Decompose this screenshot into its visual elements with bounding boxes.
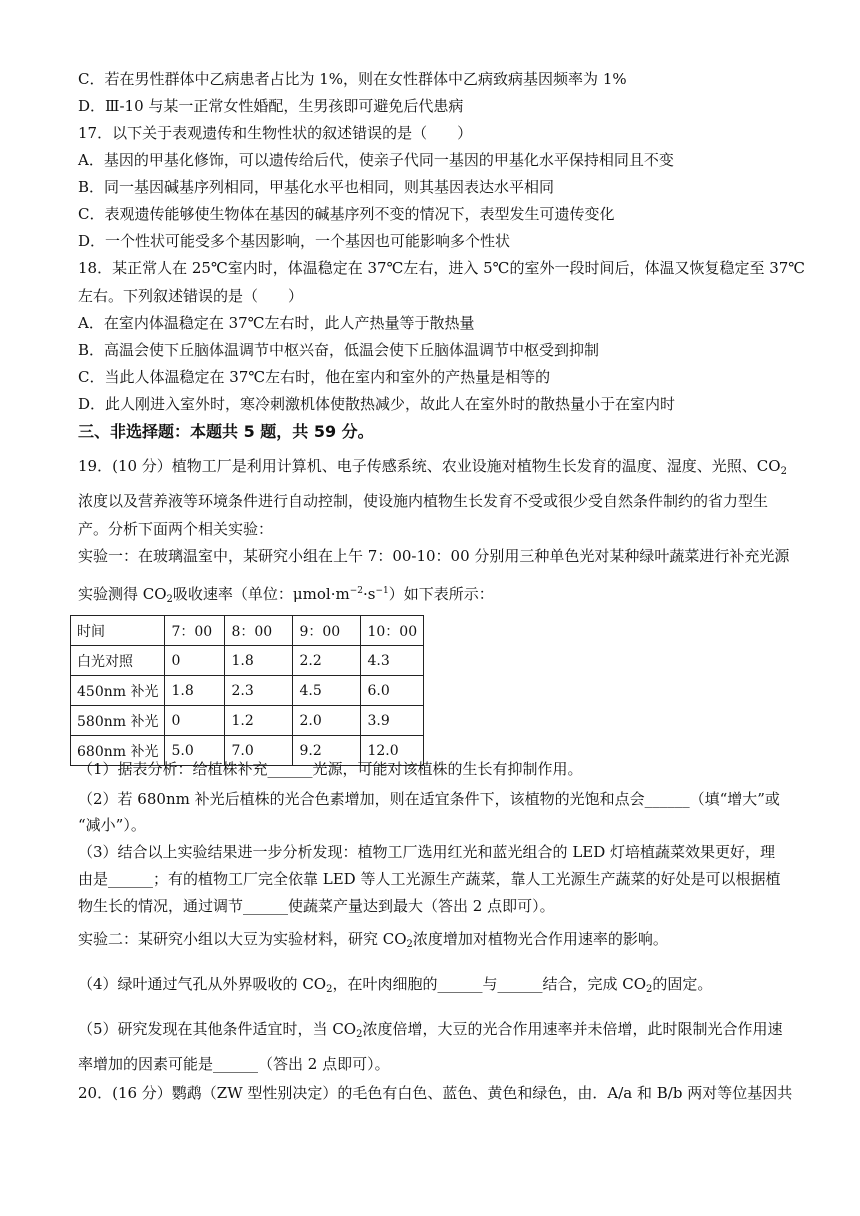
q17-stem: 17．以下关于表观遗传和生物性状的叙述错误的是（ ） (78, 124, 473, 142)
table-cell: 1.2 (225, 706, 293, 736)
table-cell: 450nm 补光 (71, 676, 165, 706)
exp1-sup-s: −1 (375, 586, 389, 596)
table-header-row (71, 616, 424, 646)
section-3-heading: 三、非选择题：本题共 5 题，共 59 分。 (78, 422, 374, 441)
table-header-cell: 时间 (71, 616, 165, 646)
table-cell: 2.3 (225, 676, 293, 706)
table-header-cell: 7：00 (165, 616, 225, 646)
exp1-text-b: 吸收速率（单位：μmol·m (172, 585, 350, 603)
q19-intro-line3: 产。分析下面两个相关实验： (78, 520, 274, 538)
table-cell: 9.2 (293, 736, 361, 766)
q18-option-a: A．在室内体温稳定在 37℃左右时，此人产热量等于散热量 (78, 314, 475, 332)
table-cell: 3.9 (361, 706, 424, 736)
table-cell: 4.5 (293, 676, 361, 706)
q19-part5-line2: 率增加的因素可能是______（答出 2 点即可）。 (78, 1055, 390, 1073)
q19-exp2 (78, 928, 668, 956)
q18-option-c: C．当此人体温稳定在 37℃左右时，他在室内和室外的产热量是相等的 (78, 368, 551, 386)
table-row (71, 706, 424, 736)
table-cell: 5.0 (165, 736, 225, 766)
q19-intro-line2: 浓度以及营养液等环境条件进行自动控制，使设施内植物生长发育不受或很少受自然条件制约的省力型生 (78, 492, 769, 510)
table-row (71, 646, 424, 676)
table-cell: 2.0 (293, 706, 361, 736)
q17-option-a: A．基因的甲基化修饰，可以遗传给后代，使亲子代同一基因的甲基化水平保持相同且不变 (78, 151, 674, 169)
table-cell: 0 (165, 706, 225, 736)
table-cell: 0 (165, 646, 225, 676)
p4-text-a: （4）绿叶通过气孔从外界吸收的 CO (78, 975, 327, 993)
q18-stem-line1: 18．某正常人在 25℃室内时，体温稳定在 37℃左右，进入 5℃的室外一段时间后，体温又恢复稳定至 37℃ (78, 259, 806, 277)
q19-part1: （1）据表分析：给植株补充______光源，可能对该植株的生长有抑制作用。 (78, 760, 583, 778)
p5-text-a: （5）研究发现在其他条件适宜时，当 CO (78, 1020, 357, 1038)
exp1-text-a: 实验测得 CO (78, 585, 167, 603)
exp2-text-b: 浓度增加对植物光合作用速率的影响。 (412, 930, 668, 948)
table-cell: 1.8 (165, 676, 225, 706)
co2-subscript: 2 (166, 594, 173, 605)
co2-subscript: 2 (406, 939, 413, 950)
q19-part5-line1 (78, 1018, 782, 1046)
exp1-text-c: ）如下表所示： (388, 585, 494, 603)
p4-text-c: 的固定。 (652, 975, 713, 993)
table-cell: 1.8 (225, 646, 293, 676)
table-cell: 12.0 (361, 736, 424, 766)
table-cell: 6.0 (361, 676, 424, 706)
table-header-cell: 8：00 (225, 616, 293, 646)
q20-stem: 20．(16 分）鹦鹉（ZW 型性别决定）的毛色有白色、蓝色、黄色和绿色，由．A/a 和 B/b 两对等位基因共 (78, 1084, 793, 1102)
q16-option-c: C．若在男性群体中乙病患者占比为 1%，则在女性群体中乙病致病基因频率为 1% (78, 70, 627, 88)
q17-option-b: B．同一基因碱基序列相同，甲基化水平也相同，则其基因表达水平相同 (78, 178, 555, 196)
q17-option-d: D．一个性状可能受多个基因影响，一个基因也可能影响多个性状 (78, 232, 511, 250)
table-cell: 580nm 补光 (71, 706, 165, 736)
table-cell: 680nm 补光 (71, 736, 165, 766)
q19-exp1-line1: 实验一：在玻璃温室中，某研究小组在上午 7：00-10：00 分别用三种单色光对某种绿叶蔬菜进行补充光源 (78, 547, 790, 565)
co2-subscript: 2 (326, 984, 333, 995)
exp1-text-dot: ·s (363, 585, 376, 603)
table-row (71, 676, 424, 706)
q19-exp1-line2 (78, 580, 494, 611)
q18-option-b: B．高温会使下丘脑体温调节中枢兴奋，低温会使下丘脑体温调节中枢受到抑制 (78, 341, 600, 359)
table-header-cell: 9：00 (293, 616, 361, 646)
q19-part2-line1: （2）若 680nm 补光后植株的光合色素增加，则在适宜条件下，该植物的光饱和点会______（填“增大”或 (78, 790, 780, 808)
co2-subscript: 2 (356, 1029, 363, 1040)
table-cell: 2.2 (293, 646, 361, 676)
q19-part3-line1: （3）结合以上实验结果进一步分析发现：植物工厂选用红光和蓝光组合的 LED 灯培植蔬菜效果更好，理 (78, 843, 776, 861)
table-cell: 白光对照 (71, 646, 165, 676)
co2-absorption-table (70, 615, 424, 766)
q17-option-c: C．表观遗传能够使生物体在基因的碱基序列不变的情况下，表型发生可遗传变化 (78, 205, 615, 223)
p4-text-b: ，在叶肉细胞的______与______结合，完成 CO (332, 975, 647, 993)
p5-text-b: 浓度倍增，大豆的光合作用速率并未倍增，此时限制光合作用速 (362, 1020, 783, 1038)
table-header-cell: 10：00 (361, 616, 424, 646)
exp2-text-a: 实验二：某研究小组以大豆为实验材料，研究 CO (78, 930, 407, 948)
table-cell: 7.0 (225, 736, 293, 766)
q19-intro-line1 (78, 455, 787, 483)
q19-intro-text: 19．(10 分）植物工厂是利用计算机、电子传感系统、农业设施对植物生长发育的温度、湿度、光照、CO (78, 457, 781, 475)
co2-subscript: 2 (646, 984, 653, 995)
q19-part3-line3: 物生长的情况，通过调节______使蔬菜产量达到最大（答出 2 点即可）。 (78, 897, 555, 915)
co2-subscript: 2 (780, 466, 787, 477)
q16-option-d: D．Ⅲ-10 与某一正常女性婚配，生男孩即可避免后代患病 (78, 97, 464, 115)
table-cell: 4.3 (361, 646, 424, 676)
q19-part2-line2: “减小”）。 (78, 816, 146, 834)
q18-stem-line2: 左右。下列叙述错误的是（ ） (78, 287, 304, 305)
exp1-sup-m: −2 (349, 586, 363, 596)
q19-part4 (78, 973, 712, 1001)
q19-part3-line2: 由是______；有的植物工厂完全依靠 LED 等人工光源生产蔬菜，靠人工光源生产蔬菜的好处是可以根据植 (78, 870, 781, 888)
q18-option-d: D．此人刚进入室外时，寒冷刺激机体使散热减少，故此人在室外时的散热量小于在室内时 (78, 395, 676, 413)
